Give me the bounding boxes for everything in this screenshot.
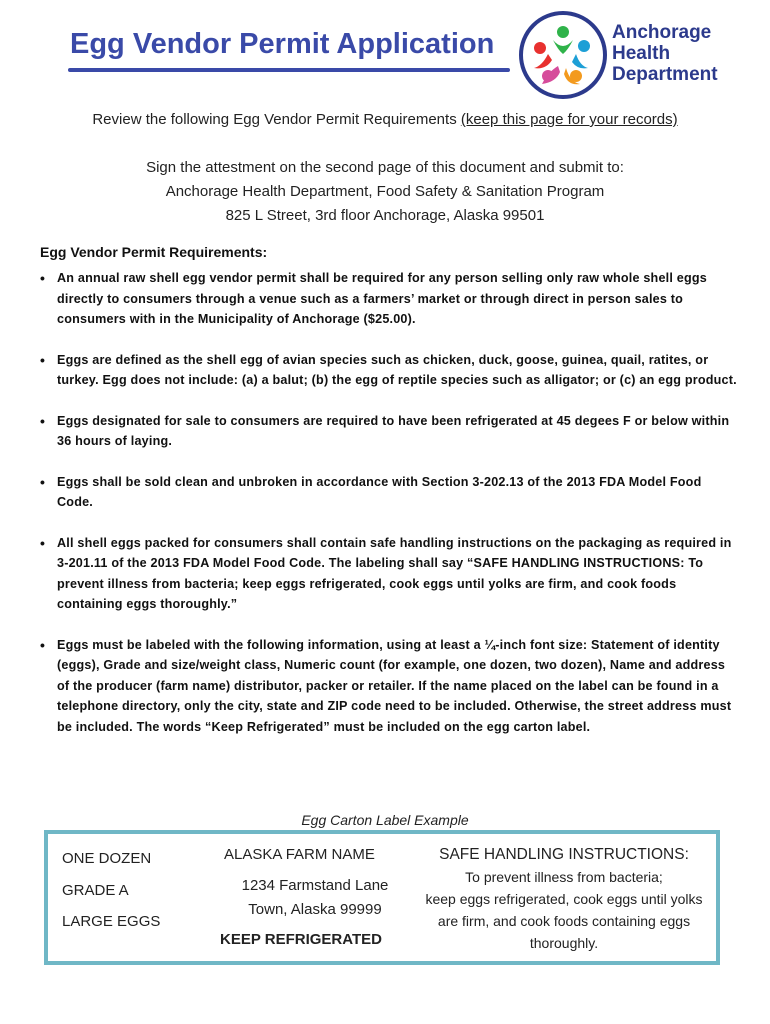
- requirements-list: [40, 268, 740, 757]
- requirement-item: • Eggs shall be sold clean and unbroken in accordance with Section 3-202.13 of the 2013 FDA Model Food Code.: [40, 472, 740, 513]
- requirements-heading: Egg Vendor Permit Requirements:: [40, 244, 268, 260]
- logo-line: Department: [612, 64, 718, 85]
- label-safe-line: thoroughly.: [529, 935, 599, 951]
- label-keep-refrigerated: KEEP REFRIGERATED: [220, 931, 382, 948]
- submission-address: [0, 156, 770, 228]
- logo-line: Health: [612, 43, 671, 64]
- label-example-caption: Egg Carton Label Example: [301, 812, 469, 828]
- label-safe-text: [416, 866, 712, 954]
- submit-line: Anchorage Health Department, Food Safety & Sanitation Program: [165, 183, 605, 200]
- label-farm-column: [220, 846, 410, 948]
- label-safe-line: keep eggs refrigerated, cook eggs until yolks: [425, 891, 703, 907]
- label-address-line: Town, Alaska 99999: [248, 901, 382, 918]
- requirement-item: • Eggs must be labeled with the following information, using at least a ¼-inch font size: Statement of identity (eggs), Grade and size/weight class, Numeric count (for example, one dozen, two dozen), Name and address of the producer (farm name) distributor, packer or retailer. If the name placed on the label can be found in a telephone directory, only the city, state and ZIP code need to be included. Otherwise, the street address must be included. The words “Keep Refrigerated” must be included on the egg carton label.: [40, 635, 740, 738]
- health-department-logo-icon: [518, 10, 608, 100]
- label-safe-line: To prevent illness from bacteria;: [465, 869, 663, 885]
- requirement-item: • Eggs designated for sale to consumers are required to have been refrigerated at 45 degees F or below within 36 hours of laying.: [40, 411, 740, 452]
- logo-text: [612, 22, 718, 85]
- submit-line: 825 L Street, 3rd floor Anchorage, Alaska 99501: [225, 207, 545, 224]
- label-grade-column: [62, 850, 160, 945]
- submit-line: Sign the attestment on the second page of this document and submit to:: [146, 159, 624, 176]
- label-safe-handling-column: [416, 846, 712, 954]
- requirement-item: • An annual raw shell egg vendor permit shall be required for any person selling only raw whole shell eggs directly to consumers through a venue such as a farmers’ market or through direct in person sales to consumers with in the Municipality of Anchorage ($25.00).: [40, 268, 740, 330]
- label-farm-name: ALASKA FARM NAME: [224, 846, 375, 863]
- page-title: Egg Vendor Permit Application: [70, 28, 495, 60]
- label-safe-heading: SAFE HANDLING INSTRUCTIONS:: [439, 846, 689, 863]
- requirement-item: • Eggs are defined as the shell egg of avian species such as chicken, duck, goose, guinea, quail, ratites, or turkey. Egg does not include: (a) a balut; (b) the egg of reptile species such as alligator; or (c) an egg product.: [40, 350, 740, 391]
- label-safe-line: are firm, and cook foods containing eggs: [437, 913, 691, 929]
- label-address-line: 1234 Farmstand Lane: [241, 877, 389, 894]
- logo-line: Anchorage: [612, 22, 712, 43]
- label-address: [220, 874, 410, 922]
- title-underline: [68, 68, 510, 72]
- label-size: LARGE EGGS: [62, 913, 161, 930]
- label-grade: GRADE A: [62, 881, 129, 899]
- label-count: ONE DOZEN: [62, 850, 152, 867]
- review-instruction: [0, 111, 770, 128]
- egg-carton-label-example: [44, 830, 720, 965]
- requirement-item: • All shell eggs packed for consumers shall contain safe handling instructions on the packaging as required in 3-201.11 of the 2013 FDA Model Food Code. The labeling shall say “SAFE HANDLING INSTRUCTIONS: To prevent illness from bacteria; keep eggs refrigerated, cook eggs until yolks are firm, and cook foods containing eggs thoroughly.”: [40, 533, 740, 615]
- review-text: Review the following Egg Vendor Permit Requirements: [92, 111, 461, 128]
- keep-records-note: (keep this page for your records): [460, 111, 678, 128]
